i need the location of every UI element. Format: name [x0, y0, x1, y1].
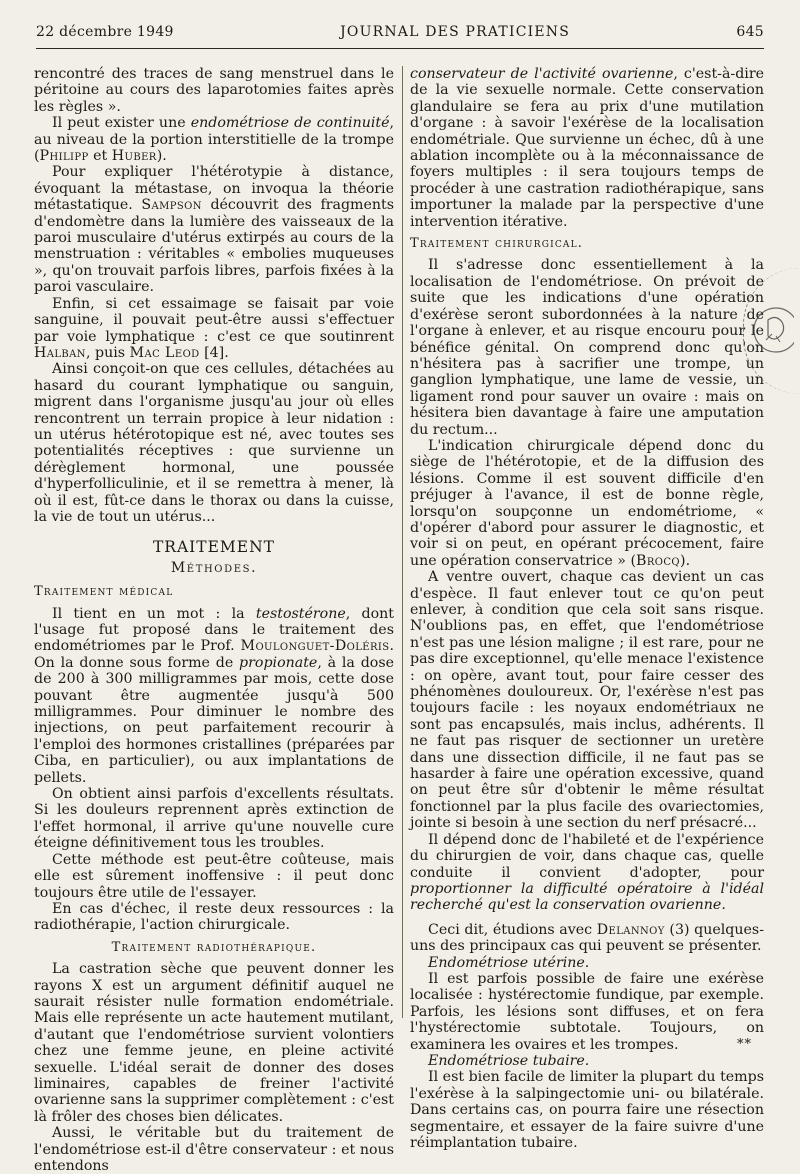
subsection-heading: Méthodes.: [170, 559, 258, 576]
paragraph: A ventre ouvert, chaque cas devient un cas d'espèce. Il faut enlever tout ce qu'on peut enlever, à condition que cela soit sans risque. N'oublions pas, en effet, que l'endométriose n'est pas une lésion maligne ; il est rare, pour ne pas dire exceptionnel, qu'elle menace l'existence : on opère, avant tout, pour faire cesser des phénomènes douloureux. Or, l'exérèse n'est pas toujours facile : les noyaux endométriaux ne sont pas encapsulés, mais inclus, adhérents. Il ne faut pas risquer de sectionner un uretère dans une dissection difficile, il ne faut pas se hasarder à faire une opération excessive, quand on peut être sûr d'obtenir le même résultat fonctionnel par la plus facile des ovariectomies, jointe si besoin à une section du nerf présacré...: [410, 569, 764, 832]
paragraph: Il tient en un mot : la testostérone, dont l'usage fut proposé dans le traitement des endométriomes par le Prof. Moulonguet-Doléris. On la donne sous forme de propionate, à la dose de 200 à 300 milligrammes par mois, cette dose pouvant être augmentée jusqu'à 500 milligrammes. Pour diminuer le nombre des injections, on peut parfaitement recourir à l'emploi des hormones cristallines (préparées par Ciba, en particulier), ou aux implantations de pellets.: [34, 605, 395, 786]
paragraph: En cas d'échec, il reste deux ressources : la radiothérapie, l'action chirurgicale.: [34, 900, 394, 934]
header-date: 22 décembre 1949: [36, 24, 174, 40]
paragraph: Il est parfois possible de faire une exérèse localisée : hystérectomie fundique, par exemple. Parfois, les lésions sont diffuses, et on fera l'hystérectomie subtotale. Toujours, on examinera les ovaires et les trompes.: [410, 970, 764, 1053]
footer-mark: **: [737, 1037, 752, 1052]
right-column: [410, 66, 764, 1151]
left-column: [34, 66, 394, 1174]
paragraph: La castration sèche que peuvent donner les rayons X est un argument définitif auquel ne saurait résister nulle formation endométriale. Mais elle représente un acte hautement mutilant, d'autant que l'endométriose survient volontiers chez une femme jeune, en pleine activité sexuelle. L'idéal serait de donner des doses liminaires, capables de freiner l'activité ovarienne sans la supprimer complètement : c'est là frôler des choses bien délicates.: [34, 961, 394, 1125]
stamp-emblem-icon: [750, 300, 794, 360]
paragraph: Aussi, le véritable but du traitement de l'endométriose est-il d'être conservateur : et nous entendons: [34, 1125, 394, 1174]
paragraph: Il s'adresse donc essentiellement à la localisation de l'endométriose. On prévoit de suite que les indications d'une opération d'exérèse seront subordonnées à la nature de l'organe à enlever, et au risque encouru pour le bénéfice génital. On comprend donc qu'on n'hésitera pas à sacrifier une trompe, un ganglion lymphatique, une lame de vessie, un ligament rond pour sauver un ovaire : mais on hésitera bien davantage à faire une amputation du rectum...: [410, 257, 764, 438]
paragraph: Cette méthode est peut-être coûteuse, mais elle est sûrement inoffensive : il peut donc toujours être utile de l'essayer.: [34, 851, 394, 901]
running-header: [36, 24, 764, 46]
paragraph: L'indication chirurgicale dépend donc du siège de l'hétérotopie, et de la diffusion des lésions. Comme il est souvent difficile d'en préjuger à l'avance, il est de bonne règle, lorsqu'on soupçonne un endométriome, « d'opérer d'abord pour assurer le diagnostic, et voir si on peut, en opérant précocement, faire une opération conservatrice » (Brocq).: [410, 437, 764, 569]
paragraph: rencontré des traces de sang menstruel dans le péritoine au cours des laparotomies faites après les règles ».: [34, 66, 394, 115]
paragraph: Il est bien facile de limiter la plupart du temps l'exérèse à la salpingectomie uni- ou bilatérale. Dans certains cas, on pourra faire une résection segmentaire, et essayer de la faire suivre d'une réimplantation tubaire.: [410, 1069, 764, 1151]
header-journal-title: JOURNAL DES PRATICIENS: [340, 24, 570, 40]
paragraph: Il peut exister une endométriose de continuité, au niveau de la portion interstitielle de la trompe (Philipp et Huber).: [34, 115, 394, 165]
paragraph: conservateur de l'activité ovarienne, c'est-à-dire de la vie sexuelle normale. Cette conservation glandulaire se fera au prix d'une mutilation d'organe : à savoir l'exérèse de la localisation endométriale. Que survienne un échec, dû à une ablation incomplète ou à la méconnaissance de foyers multiples : il sera toujours temps de procéder à une castration radiothérapique, sans importuner la malade par la perspective d'une intervention itérative.: [410, 66, 764, 230]
paragraph: Ainsi conçoit-on que ces cellules, détachées au hasard du courant lymphatique ou sanguin, migrent dans l'organisme jusqu'au jour où elles rencontrent un terrain propice à leur nidation : un utérus hétérotopique est né, avec toutes ses potentialités réceptives : que survienne un dérèglement hormonal, une poussée d'hyperfolliculinie, et il se remettra à mener, là où il est, fût-ce dans le thorax ou dans la cuisse, la vie de tout un utérus...: [34, 361, 394, 525]
subheading-radiotherapy: Traitement radiothérapique.: [111, 939, 317, 955]
subheading-medical: Traitement médical: [34, 584, 174, 600]
header-rule: [36, 48, 764, 49]
column-separator: [402, 66, 403, 1018]
subheading-tubal: Endométriose tubaire.: [428, 1052, 590, 1069]
paragraph: Pour expliquer l'hétérotypie à distance, évoquant la métastase, on invoqua la théorie métastatique. Sampson découvrit des fragments d'endomètre dans la lumière des vaisseaux de la paroi musculaire d'utérus extirpés au cours de la menstruation : véritables « embolies muqueuses », qu'on trouvait parfois libres, parfois fixées à la paroi vasculaire.: [34, 164, 394, 296]
subheading-surgical: Traitement chirurgical.: [410, 236, 584, 252]
header-page-number: 645: [736, 24, 764, 40]
paragraph: Enfin, si cet essaimage se faisait par voie sanguine, il pouvait peut-être aussi s'effectuer par voie lymphatique : c'est ce que soutinrent Halban, puis Mac Leod [4].: [34, 295, 394, 361]
subheading-uterine: Endométriose utérine.: [428, 954, 590, 971]
paragraph: Ceci dit, étudions avec Delannoy (3) quelques-uns des principaux cas qui peuvent se présenter.: [410, 921, 764, 955]
paragraph: On obtient ainsi parfois d'excellents résultats. Si les douleurs reprennent après extinction de l'effet hormonal, il arrive qu'une nouvelle cure éteigne définitivement tous les troubles.: [34, 786, 394, 852]
section-heading: TRAITEMENT: [152, 538, 276, 557]
paragraph: Il dépend donc de l'habileté et de l'expérience du chirurgien de voir, dans chaque cas, quelle conduite il convient d'adopter, pour proportionner la difficulté opératoire à l'idéal recherché qu'est la conservation ovarienne.: [410, 831, 764, 914]
